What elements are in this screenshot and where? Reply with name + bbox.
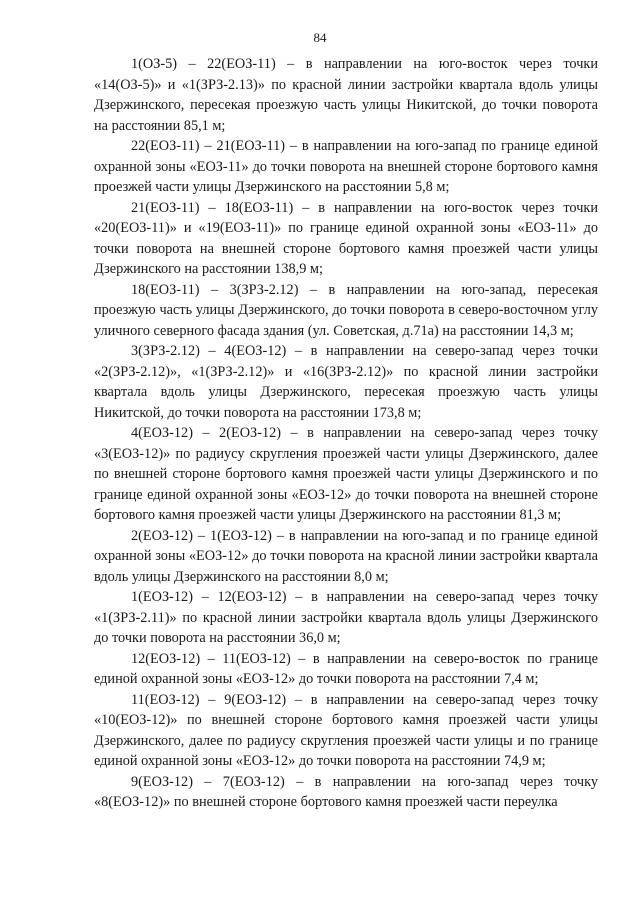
page-number: 84 [313,30,327,45]
paragraph: 1(ЕОЗ-12) – 12(ЕОЗ-12) – в направлении на северо-запад через точку «1(ЗРЗ-2.11)» по красной линии застройки квартала вдоль улицы Дзержинского до точки поворота на расстоянии 36,0 м; [94,589,598,646]
document-body [94,54,598,813]
paragraph: 12(ЕОЗ-12) – 11(ЕОЗ-12) – в направлении на северо-восток по границе единой охранной зоны «ЕОЗ-12» до точки поворота на расстоянии 7,4 м; [94,650,598,687]
paragraph: 2(ЕОЗ-12) – 1(ЕОЗ-12) – в направлении на юго-запад и по границе единой охранной зоны «ЕОЗ-12» до точки поворота на красной линии застройки квартала вдоль улицы Дзержинского на расстоянии 8,0 м; [94,527,598,585]
paragraph: 1(ОЗ-5) – 22(ЕОЗ-11) – в направлении на юго-восток через точки «14(ОЗ-5)» и «1(ЗРЗ-2.13)» по красной линии застройки квартала вдоль улицы Дзержинского, пересекая проезжую часть улицы Никитской, до точки поворота на расстоянии 85,1 м; [94,56,598,134]
paragraph: 21(ЕОЗ-11) – 18(ЕОЗ-11) – в направлении на юго-восток через точки «20(ЕОЗ-11)» и «19(ЕОЗ-11)» по границе единой охранной зоны «ЕОЗ-11» до точки поворота на внешней стороне бортового камня проезжей части улицы Дзержинского на расстоянии 138,9 м; [94,199,598,277]
paragraph: 3(ЗРЗ-2.12) – 4(ЕОЗ-12) – в направлении на северо-запад через точки «2(ЗРЗ-2.12)», «1(ЗРЗ-2.12)» и «16(ЗРЗ-2.12)» по красной линии застройки квартала вдоль улицы Дзержинского, пересекая проезжую часть улицы Никитской, до точки поворота на расстоянии 173,8 м; [94,343,598,421]
paragraph: 18(ЕОЗ-11) – 3(ЗРЗ-2.12) – в направлении на юго-запад, пересекая проезжую часть улицы Дзержинского, до точки поворота в северо-восточном углу уличного северного фасада здания (ул. Советская, д.71а) на расстоянии 14,3 м; [94,281,598,339]
paragraph: 4(ЕОЗ-12) – 2(ЕОЗ-12) – в направлении на северо-запад через точку «3(ЕОЗ-12)» по радиусу скругления проезжей части улицы Дзержинского, далее по внешней стороне бортового камня проезжей части улицы Дзержинского и по границе единой охранной зоны «ЕОЗ-12» до точки поворота на внешней стороне бортового камня проезжей части улицы Дзержинского на расстоянии 81,3 м; [94,425,598,523]
paragraph: 22(ЕОЗ-11) – 21(ЕОЗ-11) – в направлении на юго-запад по границе единой охранной зоны «ЕОЗ-11» до точки поворота на внешней стороне бортового камня проезжей части улицы Дзержинского на расстоянии 5,8 м; [94,138,598,195]
paragraph: 9(ЕОЗ-12) – 7(ЕОЗ-12) – в направлении на юго-запад через точку «8(ЕОЗ-12)» по внешней стороне бортового камня проезжей части переулка [94,773,598,810]
paragraph: 11(ЕОЗ-12) – 9(ЕОЗ-12) – в направлении на северо-запад через точку «10(ЕОЗ-12)» по внешней стороне бортового камня проезжей части улицы Дзержинского, далее по радиусу скругления проезжей части улицы и по границе единой охранной зоны «ЕОЗ-12» до точки поворота на расстоянии 74,9 м; [94,691,598,769]
